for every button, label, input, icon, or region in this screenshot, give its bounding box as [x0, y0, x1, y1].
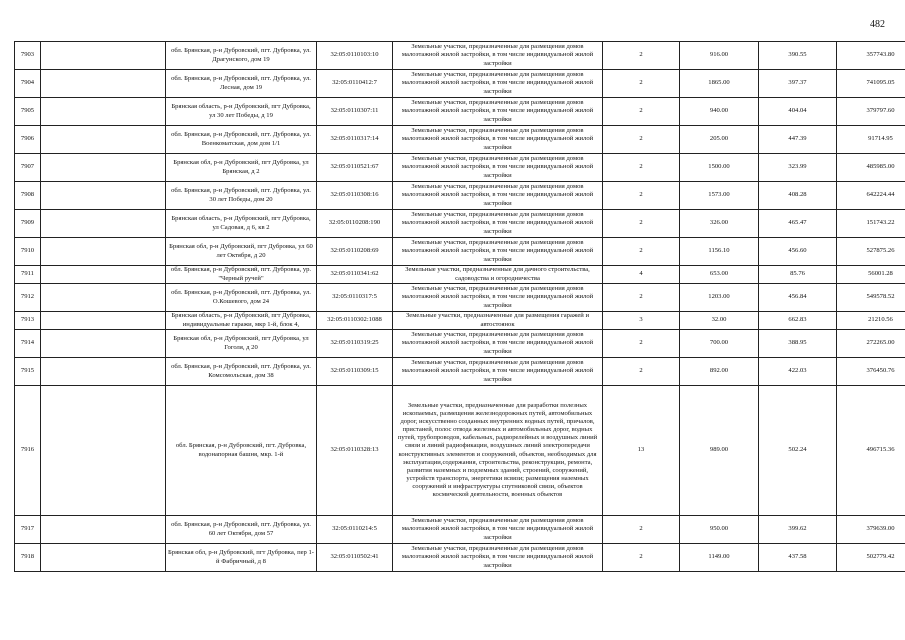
row-number-cell: 7916 — [15, 386, 41, 516]
area-cell: 32.00 — [680, 312, 759, 330]
address-cell: Брянская обл, р-н Дубровский, пгт Дубровка, ул 60 лет Октября, д 20 — [166, 238, 317, 266]
address-cell: Брянская область, р-н Дубровский, пгт Дубровка, ул Садовая, д 6, кв 2 — [166, 210, 317, 238]
cadastral-value-cell: 151743.22 — [837, 210, 905, 238]
land-use-cell: Земельные участки, предназначенные для размещения домов малоэтажной жилой застройки, в том числе индивидуальной жилой застройки — [393, 182, 603, 210]
address-cell: Брянская обл, р-н Дубровский, пгт Дубровка, пер 1-й Фабричный, д 8 — [166, 544, 317, 572]
cadastral-value-cell: 549578.52 — [837, 284, 905, 312]
cadastral-number-cell: 32:05:0110103:10 — [317, 42, 393, 70]
row-number-cell: 7903 — [15, 42, 41, 70]
cadastral-value-cell: 21210.56 — [837, 312, 905, 330]
area-cell: 1203.00 — [680, 284, 759, 312]
land-registry-table — [14, 41, 905, 572]
address-cell: Брянская обл, р-н Дубровский, пгт Дубровка, ул Гоголя, д 20 — [166, 330, 317, 358]
land-use-cell: Земельные участки, предназначенные для размещения гаражей и автостоянок — [393, 312, 603, 330]
cadastral-value-cell: 502779.42 — [837, 544, 905, 572]
row-number-cell: 7905 — [15, 98, 41, 126]
cadastral-value-cell: 642224.44 — [837, 182, 905, 210]
cadastral-number-cell: 32:05:0110308:16 — [317, 182, 393, 210]
empty-cell — [41, 330, 166, 358]
cadastral-value-cell: 376450.76 — [837, 358, 905, 386]
area-cell: 205.00 — [680, 126, 759, 154]
area-cell: 1500.00 — [680, 154, 759, 182]
address-cell: обл. Брянская, р-н Дубровский, пгт. Дубровка, ул. 60 лет Октября, дом 57 — [166, 516, 317, 544]
specific-value-cell: 447.39 — [759, 126, 837, 154]
row-number-cell: 7911 — [15, 266, 41, 284]
row-number-cell: 7909 — [15, 210, 41, 238]
address-cell: обл. Брянская, р-н Дубровский, пгт. Дубровка, ул. Военкоматская, дом дом 1/1 — [166, 126, 317, 154]
specific-value-cell: 388.95 — [759, 330, 837, 358]
cadastral-number-cell: 32:05:0110341:62 — [317, 266, 393, 284]
cadastral-value-cell: 357743.80 — [837, 42, 905, 70]
table-row — [15, 544, 905, 572]
cadastral-value-cell: 379639.00 — [837, 516, 905, 544]
cadastral-number-cell: 32:05:0110309:15 — [317, 358, 393, 386]
cadastral-number-cell: 32:05:0110412:7 — [317, 70, 393, 98]
table-row — [15, 182, 905, 210]
land-use-cell: Земельные участки, предназначенные для размещения домов малоэтажной жилой застройки, в том числе индивидуальной жилой застройки — [393, 42, 603, 70]
specific-value-cell: 662.83 — [759, 312, 837, 330]
empty-cell — [41, 358, 166, 386]
specific-value-cell: 397.37 — [759, 70, 837, 98]
empty-cell — [41, 284, 166, 312]
address-cell: обл. Брянская, р-н Дубровский, пгт. Дубровка, ур. "Черный ручей" — [166, 266, 317, 284]
table-row — [15, 312, 905, 330]
empty-cell — [41, 386, 166, 516]
table-row — [15, 154, 905, 182]
use-group-cell: 2 — [603, 544, 680, 572]
use-group-cell: 2 — [603, 284, 680, 312]
specific-value-cell: 437.58 — [759, 544, 837, 572]
specific-value-cell: 456.84 — [759, 284, 837, 312]
use-group-cell: 2 — [603, 516, 680, 544]
specific-value-cell: 323.99 — [759, 154, 837, 182]
page-number: 482 — [870, 19, 885, 30]
table-row — [15, 284, 905, 312]
land-use-cell: Земельные участки, предназначенные для размещения домов малоэтажной жилой застройки, в том числе индивидуальной жилой застройки — [393, 358, 603, 386]
cadastral-number-cell: 32:05:0110328:13 — [317, 386, 393, 516]
area-cell: 1865.00 — [680, 70, 759, 98]
address-cell: обл. Брянская, р-н Дубровский, пгт. Дубровка, ул. Комсомольская, дом 38 — [166, 358, 317, 386]
land-use-cell: Земельные участки, предназначенные для размещения домов малоэтажной жилой застройки, в том числе индивидуальной жилой застройки — [393, 284, 603, 312]
specific-value-cell: 390.55 — [759, 42, 837, 70]
cadastral-number-cell: 32:05:0110502:41 — [317, 544, 393, 572]
table-row — [15, 386, 905, 516]
row-number-cell: 7912 — [15, 284, 41, 312]
row-number-cell: 7918 — [15, 544, 41, 572]
cadastral-value-cell: 91714.95 — [837, 126, 905, 154]
table-row — [15, 70, 905, 98]
address-cell: Брянская область, р-н Дубровский, пгт Дубровка, индивидуальные гаражи, мкр 1-й, блок 4, — [166, 312, 317, 330]
use-group-cell: 2 — [603, 126, 680, 154]
cadastral-number-cell: 32:05:0110302:1088 — [317, 312, 393, 330]
cadastral-number-cell: 32:05:0110317:14 — [317, 126, 393, 154]
table-row — [15, 266, 905, 284]
row-number-cell: 7908 — [15, 182, 41, 210]
row-number-cell: 7914 — [15, 330, 41, 358]
table-row — [15, 42, 905, 70]
cadastral-number-cell: 32:05:0110317:5 — [317, 284, 393, 312]
area-cell: 1149.00 — [680, 544, 759, 572]
cadastral-value-cell: 496715.36 — [837, 386, 905, 516]
empty-cell — [41, 266, 166, 284]
land-use-cell: Земельные участки, предназначенные для дачного строительства, садоводства и огородничества — [393, 266, 603, 284]
area-cell: 950.00 — [680, 516, 759, 544]
address-cell: Брянская область, р-н Дубровский, пгт Дубровка, ул 30 лет Победы, д 19 — [166, 98, 317, 126]
land-use-cell: Земельные участки, предназначенные для разработки полезных ископаемых, размещения железнодорожных путей, автомобильных дорог, искусственно созданных внутренних водных путей, причалов, пристаней, полос отвода железных и автомобильных дорог, водных путей, трубопроводов, кабельных, радиорелейных и воздушных линий связи и линий радиофикации, воздушных линий электропередачи конструктивных элементов и сооружений, объектов, необходимых для эксплуатации,содержания, строительства, реконструкции, ремонта, развития наземных и подземных зданий, строений, сооружений, устройств транспорта, энергетики всвязи; размещения наземных сооружений и инфраструктуры спутниковой связи, объектов космической деятельности, военных объектов — [393, 386, 603, 516]
cadastral-number-cell: 32:05:0110307:11 — [317, 98, 393, 126]
empty-cell — [41, 70, 166, 98]
cadastral-number-cell: 32:05:0110208:69 — [317, 238, 393, 266]
table-row — [15, 330, 905, 358]
address-cell: обл. Брянская, р-н Дубровский, пгт. Дубровка, ул. Драгунского, дом 19 — [166, 42, 317, 70]
row-number-cell: 7915 — [15, 358, 41, 386]
use-group-cell: 2 — [603, 98, 680, 126]
land-use-cell: Земельные участки, предназначенные для размещения домов малоэтажной жилой застройки, в том числе индивидуальной жилой застройки — [393, 126, 603, 154]
specific-value-cell: 404.04 — [759, 98, 837, 126]
use-group-cell: 2 — [603, 182, 680, 210]
land-use-cell: Земельные участки, предназначенные для размещения домов малоэтажной жилой застройки, в том числе индивидуальной жилой застройки — [393, 238, 603, 266]
specific-value-cell: 502.24 — [759, 386, 837, 516]
table-row — [15, 210, 905, 238]
cadastral-value-cell: 272265.00 — [837, 330, 905, 358]
address-cell: обл. Брянская, р-н Дубровский, пгт. Дубровка, ул. 30 лет Победы, дом 20 — [166, 182, 317, 210]
land-use-cell: Земельные участки, предназначенные для размещения домов малоэтажной жилой застройки, в том числе индивидуальной жилой застройки — [393, 98, 603, 126]
cadastral-number-cell: 32:05:0110208:190 — [317, 210, 393, 238]
cadastral-number-cell: 32:05:0110319:25 — [317, 330, 393, 358]
area-cell: 326.00 — [680, 210, 759, 238]
cadastral-value-cell: 485985.00 — [837, 154, 905, 182]
area-cell: 653.00 — [680, 266, 759, 284]
land-use-cell: Земельные участки, предназначенные для размещения домов малоэтажной жилой застройки, в том числе индивидуальной жилой застройки — [393, 330, 603, 358]
empty-cell — [41, 126, 166, 154]
table-row — [15, 126, 905, 154]
empty-cell — [41, 210, 166, 238]
empty-cell — [41, 312, 166, 330]
empty-cell — [41, 238, 166, 266]
area-cell: 916.00 — [680, 42, 759, 70]
land-use-cell: Земельные участки, предназначенные для размещения домов малоэтажной жилой застройки, в том числе индивидуальной жилой застройки — [393, 516, 603, 544]
table-row — [15, 516, 905, 544]
use-group-cell: 3 — [603, 312, 680, 330]
area-cell: 700.00 — [680, 330, 759, 358]
specific-value-cell: 456.60 — [759, 238, 837, 266]
row-number-cell: 7907 — [15, 154, 41, 182]
cadastral-number-cell: 32:05:0110521:67 — [317, 154, 393, 182]
use-group-cell: 2 — [603, 210, 680, 238]
specific-value-cell: 422.03 — [759, 358, 837, 386]
table-row — [15, 98, 905, 126]
area-cell: 989.00 — [680, 386, 759, 516]
empty-cell — [41, 154, 166, 182]
address-cell: обл. Брянская, р-н Дубровский, пгт. Дубровка, ул. Лесная, дом 19 — [166, 70, 317, 98]
use-group-cell: 2 — [603, 358, 680, 386]
empty-cell — [41, 98, 166, 126]
row-number-cell: 7904 — [15, 70, 41, 98]
cadastral-number-cell: 32:05:0110214:5 — [317, 516, 393, 544]
empty-cell — [41, 42, 166, 70]
area-cell: 940.00 — [680, 98, 759, 126]
use-group-cell: 2 — [603, 42, 680, 70]
use-group-cell: 2 — [603, 238, 680, 266]
area-cell: 1573.00 — [680, 182, 759, 210]
specific-value-cell: 465.47 — [759, 210, 837, 238]
use-group-cell: 13 — [603, 386, 680, 516]
table-row — [15, 238, 905, 266]
cadastral-value-cell: 741095.05 — [837, 70, 905, 98]
area-cell: 892.00 — [680, 358, 759, 386]
area-cell: 1156.10 — [680, 238, 759, 266]
cadastral-value-cell: 527875.26 — [837, 238, 905, 266]
specific-value-cell: 408.28 — [759, 182, 837, 210]
row-number-cell: 7910 — [15, 238, 41, 266]
land-use-cell: Земельные участки, предназначенные для размещения домов малоэтажной жилой застройки, в том числе индивидуальной жилой застройки — [393, 544, 603, 572]
row-number-cell: 7913 — [15, 312, 41, 330]
use-group-cell: 2 — [603, 330, 680, 358]
row-number-cell: 7906 — [15, 126, 41, 154]
land-use-cell: Земельные участки, предназначенные для размещения домов малоэтажной жилой застройки, в том числе индивидуальной жилой застройки — [393, 210, 603, 238]
use-group-cell: 2 — [603, 70, 680, 98]
use-group-cell: 4 — [603, 266, 680, 284]
address-cell: Брянская обл, р-н Дубровский, пгт Дубровка, ул Брянская, д 2 — [166, 154, 317, 182]
cadastral-value-cell: 56001.28 — [837, 266, 905, 284]
specific-value-cell: 85.76 — [759, 266, 837, 284]
address-cell: обл. Брянская, р-н Дубровский, пгт. Дубровка, водонапорная башня, мкр. 1-й — [166, 386, 317, 516]
land-use-cell: Земельные участки, предназначенные для размещения домов малоэтажной жилой застройки, в том числе индивидуальной жилой застройки — [393, 154, 603, 182]
use-group-cell: 2 — [603, 154, 680, 182]
row-number-cell: 7917 — [15, 516, 41, 544]
land-use-cell: Земельные участки, предназначенные для размещения домов малоэтажной жилой застройки, в том числе индивидуальной жилой застройки — [393, 70, 603, 98]
empty-cell — [41, 544, 166, 572]
specific-value-cell: 399.62 — [759, 516, 837, 544]
table-row — [15, 358, 905, 386]
empty-cell — [41, 516, 166, 544]
address-cell: обл. Брянская, р-н Дубровский, пгт. Дубровка, ул. О.Кошевого, дом 24 — [166, 284, 317, 312]
cadastral-value-cell: 379797.60 — [837, 98, 905, 126]
empty-cell — [41, 182, 166, 210]
